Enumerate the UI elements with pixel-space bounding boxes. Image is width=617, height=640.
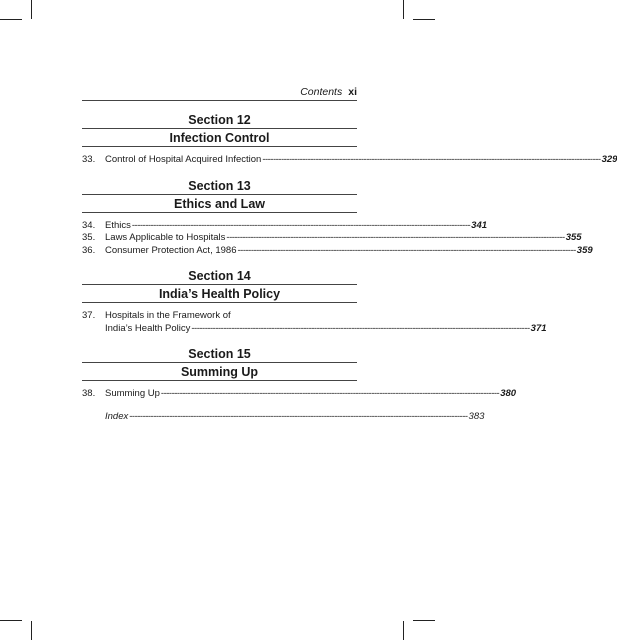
chapter-title: Control of Hospital Acquired Infection (105, 154, 262, 165)
section-number: Section 15 (188, 347, 251, 361)
section-rule (82, 380, 357, 381)
section-0 (82, 112, 617, 167)
crop-mark (0, 620, 22, 621)
section-title: Infection Control (82, 128, 357, 146)
section-number: Section 14 (188, 269, 251, 283)
section-rule (82, 146, 357, 147)
chapter-number: 34. (82, 219, 96, 231)
index-entry[interactable] (82, 410, 485, 424)
toc-entry[interactable] (82, 219, 488, 233)
crop-mark (403, 621, 404, 640)
toc-entry[interactable] (82, 244, 593, 258)
crop-mark (403, 0, 404, 19)
dot-leader (262, 154, 600, 167)
running-head-label: Contents (300, 86, 343, 98)
chapter-number: 36. (82, 244, 96, 256)
section-number: Section 12 (188, 113, 251, 127)
section-number: Section 13 (188, 178, 251, 193)
section-title: Summing Up (82, 362, 357, 380)
chapter-title: Laws Applicable to Hospitals (105, 232, 226, 243)
section-1 (82, 178, 593, 258)
page-number: 341 (471, 219, 488, 231)
section-title: India’s Health Policy (82, 284, 357, 302)
toc-entry[interactable] (82, 310, 547, 335)
dot-leader (132, 220, 470, 233)
section-title: Ethics and Law (82, 194, 357, 212)
chapter-title: India’s Health Policy (105, 322, 191, 334)
section-rule (82, 212, 357, 213)
chapter-number: 38. (82, 388, 96, 399)
dot-leader (161, 388, 499, 401)
crop-mark (31, 621, 32, 640)
page-folio: xi (348, 86, 357, 98)
section-3 (82, 346, 517, 401)
section-2 (82, 268, 547, 335)
section-rule (82, 302, 357, 303)
page-number: 380 (500, 388, 517, 399)
crop-mark (413, 620, 435, 621)
dot-leader (191, 323, 529, 336)
page-number: 371 (530, 322, 547, 334)
chapter-number: 33. (82, 154, 96, 165)
toc-entry[interactable] (82, 232, 582, 245)
toc-entry[interactable] (82, 154, 617, 167)
crop-mark (413, 19, 435, 20)
dot-leader (129, 411, 467, 424)
index-label: Index (105, 410, 129, 422)
toc-entry[interactable] (82, 388, 517, 401)
chapter-title: Hospitals in the Framework of (105, 310, 231, 321)
chapter-number: 37. (82, 310, 96, 321)
page-number: 329 (601, 154, 617, 165)
chapter-title: Consumer Protection Act, 1986 (105, 244, 237, 256)
sections-list (82, 112, 617, 401)
contents-page (82, 86, 617, 423)
dot-leader (226, 232, 564, 245)
running-head (82, 86, 357, 101)
chapter-title: Ethics (105, 219, 131, 231)
page-number: 355 (565, 232, 582, 243)
page-number: 359 (576, 244, 593, 256)
chapter-number: 35. (82, 232, 96, 243)
crop-mark (31, 0, 32, 19)
dot-leader (238, 245, 576, 258)
chapter-title: Summing Up (105, 388, 160, 399)
index-page-number: 383 (468, 410, 485, 422)
crop-mark (0, 19, 22, 20)
